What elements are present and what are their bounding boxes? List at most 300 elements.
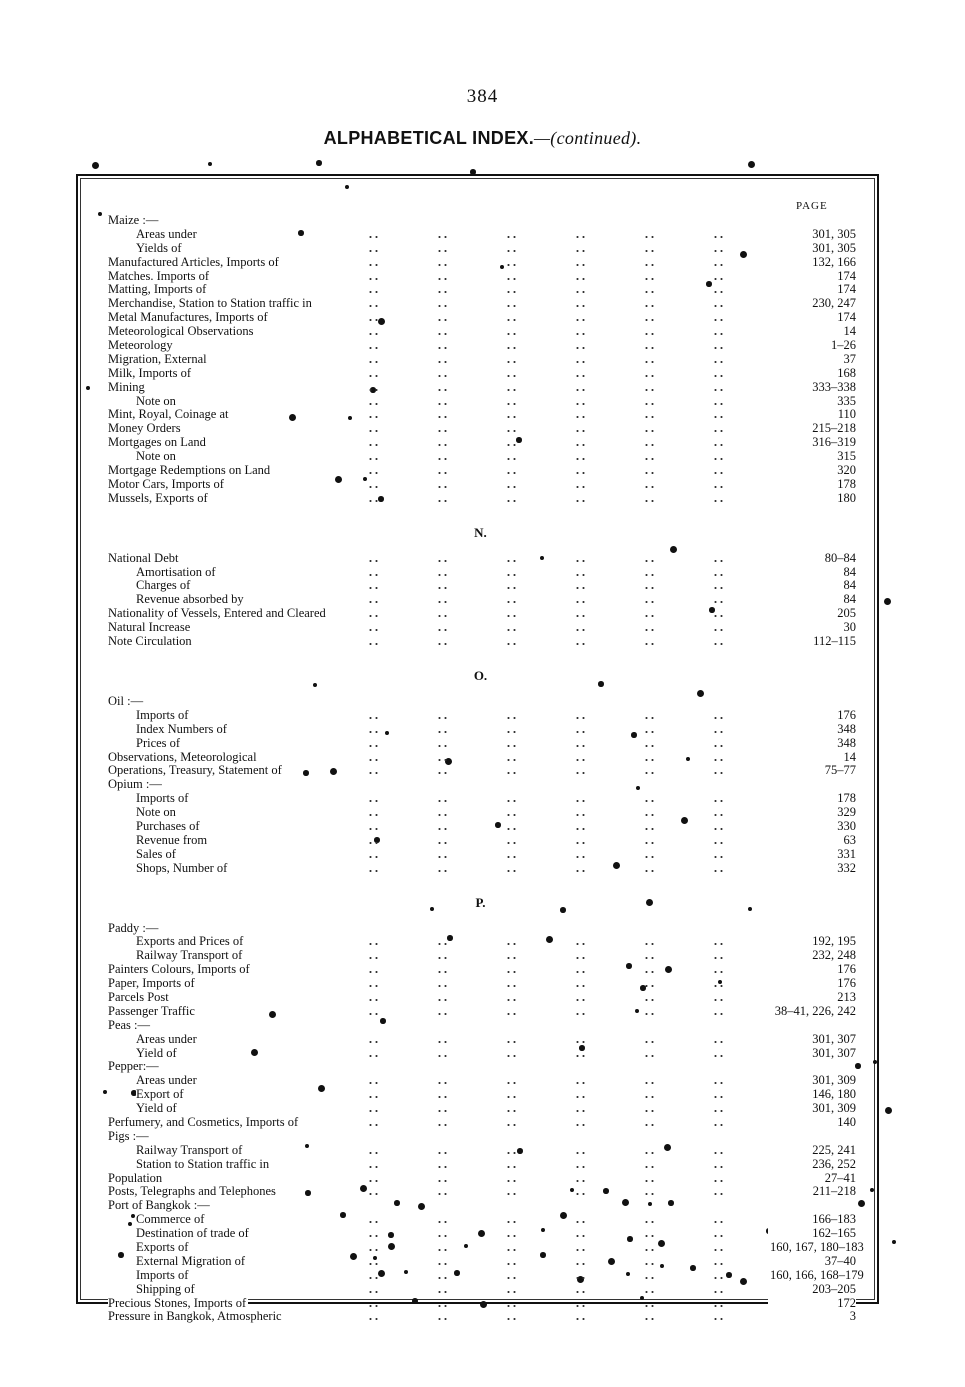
index-entry [108, 421, 856, 436]
index-entry [108, 1253, 856, 1269]
entry-page: 320 [768, 464, 856, 478]
ink-speck [646, 899, 653, 906]
entry-page: 14 [768, 325, 856, 339]
index-list [108, 213, 864, 1324]
entry-label: Mortgage Redemptions on Land [108, 463, 271, 478]
dot-leader [336, 256, 761, 270]
entry-page: 176 [768, 709, 856, 723]
dot-leader [336, 1102, 761, 1116]
entry-page: 172 [768, 1297, 856, 1311]
section-letter: P. [475, 894, 486, 910]
entry-label: Shops, Number of [136, 860, 228, 875]
entry-label: Natural Increase [108, 620, 191, 635]
index-entry [108, 763, 856, 778]
entry-label: Posts, Telegraphs and Telephones [108, 1184, 276, 1199]
index-entry [108, 1114, 856, 1130]
index-entry [108, 254, 856, 270]
index-entry [108, 818, 856, 834]
page-title [0, 128, 965, 149]
entry-label: Shipping of [136, 1281, 195, 1296]
index-entry [108, 490, 856, 506]
entry-label: Manufactured Articles, Imports of [108, 254, 279, 269]
dot-leader [336, 566, 761, 580]
dot-leader [336, 1047, 761, 1061]
entry-page: 30 [768, 621, 856, 635]
ink-speck [251, 1049, 258, 1056]
entry-page: 301, 307 [768, 1047, 856, 1061]
index-entry [108, 707, 856, 723]
index-entry [108, 365, 856, 381]
entry-label: Maize :— [108, 213, 159, 227]
entry-page: 203–205 [768, 1283, 856, 1297]
page-number: 384 [466, 86, 499, 107]
entry-label: Meteorology [108, 338, 173, 353]
dot-leader [336, 1088, 761, 1102]
index-entry [108, 463, 856, 478]
entry-label: Oil :— [108, 693, 144, 708]
dot-leader [336, 353, 761, 367]
dot-leader [336, 1310, 761, 1324]
index-entry [108, 1060, 853, 1074]
dot-leader [336, 464, 761, 478]
entry-label: Mint, Royal, Coinage at [108, 407, 229, 422]
entry-page: 301, 305 [768, 228, 856, 242]
dot-leader [336, 1144, 761, 1158]
entry-page: 1–26 [768, 339, 856, 353]
dot-leader [336, 297, 761, 311]
index-entry [108, 620, 856, 635]
ink-speck [470, 169, 476, 175]
entry-page: 132, 166 [768, 256, 856, 270]
index-entry [108, 1073, 856, 1088]
index-entry [108, 1101, 856, 1116]
entry-page: 176 [768, 963, 856, 977]
index-entry [108, 1184, 856, 1199]
dot-leader [336, 242, 761, 256]
entry-page: 110 [768, 408, 856, 422]
ink-speck [885, 1107, 892, 1114]
entry-label: Imports of [136, 1267, 189, 1282]
entry-label: Meteorological Observations [108, 324, 254, 339]
entry-page: 232, 248 [768, 949, 856, 963]
entry-page: 3 [768, 1310, 856, 1324]
entry-page: 178 [768, 478, 856, 492]
entry-page: 211–218 [768, 1185, 856, 1199]
index-entry [108, 435, 856, 450]
index-entry [108, 934, 856, 949]
entry-label: Paper, Imports of [108, 976, 195, 991]
entry-label: Exports of [136, 1240, 189, 1254]
ink-speck [98, 212, 102, 216]
dot-leader [336, 408, 761, 422]
ink-speck [103, 1090, 107, 1094]
dot-leader [336, 436, 761, 450]
entry-label: Note on [136, 805, 176, 820]
entry-page: 75–77 [768, 764, 856, 778]
index-entry [108, 1003, 856, 1019]
ink-speck [128, 1222, 132, 1226]
index-entry [108, 324, 856, 339]
entry-label: Matches. Imports of [108, 268, 210, 283]
entry-label: Purchases of [136, 818, 200, 833]
ink-speck [430, 907, 434, 911]
index-entry [108, 1130, 853, 1144]
index-entry [108, 379, 856, 395]
entry-page: 348 [768, 723, 856, 737]
entry-label: Imports of [136, 707, 189, 722]
entry-page: 192, 195 [768, 935, 856, 949]
index-entry [108, 1212, 856, 1227]
entry-page: 84 [768, 593, 856, 607]
index-entry [108, 778, 853, 792]
index-entry [108, 791, 856, 806]
dot-leader [336, 963, 761, 977]
entry-page: 176 [768, 977, 856, 991]
entry-page: 174 [768, 283, 856, 297]
entry-label: Railway Transport of [136, 1142, 243, 1157]
dot-leader [336, 450, 761, 464]
entry-page: 84 [768, 566, 856, 580]
entry-label: Merchandise, Station to Station traffic in [108, 296, 312, 311]
entry-label: Mussels, Exports of [108, 490, 208, 505]
index-entry [108, 226, 856, 242]
entry-label: Port of Bangkok :— [108, 1198, 210, 1213]
index-entry [108, 592, 856, 607]
dot-leader [336, 709, 761, 723]
entry-label: Imports of [136, 791, 189, 806]
entry-label: Matting, Imports of [108, 282, 207, 297]
entry-label: Passenger Traffic [108, 1003, 195, 1018]
ink-speck [305, 1144, 309, 1148]
ink-speck [748, 907, 752, 911]
index-entry [108, 721, 856, 737]
entry-label: Destination of trade of [136, 1226, 249, 1241]
entry-label: Paddy :— [108, 920, 159, 935]
entry-label: Exports and Prices of [136, 934, 244, 949]
entry-label: Sales of [136, 846, 176, 861]
dot-leader [336, 949, 761, 963]
entry-page: 205 [768, 607, 856, 621]
index-entry [108, 578, 856, 593]
entry-page: 213 [768, 991, 856, 1005]
dot-leader [336, 478, 761, 492]
dot-leader [336, 991, 761, 1005]
index-entry [108, 407, 856, 422]
index-entry [108, 922, 853, 936]
index-entry [108, 310, 856, 325]
dot-leader [336, 806, 761, 820]
dot-leader [336, 1283, 761, 1297]
index-entry [108, 1142, 856, 1158]
index-entry [108, 1087, 856, 1102]
ink-speck [269, 1011, 276, 1018]
entry-page: 37–40 [768, 1255, 856, 1269]
entry-label: Areas under [136, 226, 197, 241]
dot-leader [336, 607, 761, 621]
entry-label: Population [108, 1170, 163, 1185]
index-entry [108, 1295, 856, 1311]
entry-label: Revenue from [136, 832, 208, 847]
entry-page: 348 [768, 737, 856, 751]
entry-page: 230, 247 [768, 297, 856, 311]
ink-speck [345, 185, 349, 189]
index-entry [108, 564, 856, 580]
entry-page: 301, 309 [768, 1102, 856, 1116]
entry-page: 316–319 [768, 436, 856, 450]
entry-label: Areas under [136, 1073, 197, 1088]
entry-page: 162–165 [768, 1227, 856, 1241]
entry-label: Painters Colours, Imports of [108, 962, 250, 977]
title-main: ALPHABETICAL INDEX. [323, 128, 534, 148]
entry-label: Pressure in Bangkok, Atmospheric [108, 1309, 282, 1324]
entry-label: Opium :— [108, 777, 162, 792]
entry-label: Yield of [136, 1101, 177, 1116]
index-entry [108, 1019, 853, 1033]
dot-leader [336, 325, 761, 339]
dot-leader [336, 820, 761, 834]
entry-page: 112–115 [768, 635, 856, 649]
dot-leader [336, 367, 761, 381]
dot-leader [336, 792, 761, 806]
entry-page: 331 [768, 848, 856, 862]
entry-label: Mining [108, 379, 145, 394]
dot-leader [336, 552, 761, 566]
dot-leader [336, 283, 761, 297]
ink-speck [318, 1085, 325, 1092]
ink-speck [884, 598, 891, 605]
entry-label: Perfumery, and Cosmetics, Imports of [108, 1114, 299, 1129]
entry-label: Migration, External [108, 351, 207, 366]
entry-label: Note on [136, 449, 176, 464]
ink-speck [313, 683, 317, 687]
ink-speck [92, 162, 99, 169]
dot-leader [336, 1241, 761, 1255]
index-entry [108, 1240, 864, 1255]
dot-leader [336, 593, 761, 607]
dot-leader [336, 848, 761, 862]
entry-page: 330 [768, 820, 856, 834]
entry-page: 301, 305 [768, 242, 856, 256]
index-entry [108, 976, 856, 991]
index-entry [108, 1156, 856, 1172]
entry-label: Peas :— [108, 1017, 151, 1032]
index-entry [108, 860, 856, 876]
entry-page: 166–183 [768, 1213, 856, 1227]
entry-page: 329 [768, 806, 856, 820]
entry-label: Note on [136, 393, 176, 408]
entry-label: Precious Stones, Imports of [108, 1295, 247, 1310]
index-entry [108, 1309, 856, 1324]
entry-label: Pigs :— [108, 1128, 149, 1143]
entry-label: Metal Manufactures, Imports of [108, 310, 268, 325]
entry-page: 301, 309 [768, 1074, 856, 1088]
dot-leader [336, 1297, 761, 1311]
entry-label: Commerce of [136, 1212, 205, 1227]
dot-leader [336, 270, 761, 284]
ink-speck [303, 770, 309, 776]
entry-page: 63 [768, 834, 856, 848]
entry-page: 333–338 [768, 381, 856, 395]
entry-label: Export of [136, 1087, 184, 1102]
dot-leader [336, 579, 761, 593]
index-entry [108, 240, 856, 256]
index-entry [108, 989, 856, 1005]
entry-page: 335 [768, 395, 856, 409]
dot-leader [336, 1213, 761, 1227]
dot-leader [336, 395, 761, 409]
index-entry [108, 1170, 856, 1186]
index-entry [108, 1267, 864, 1283]
index-entry [108, 214, 853, 228]
entry-page: 38–41, 226, 242 [768, 1005, 856, 1019]
index-entry [108, 1226, 856, 1241]
entry-page: 301, 307 [768, 1033, 856, 1047]
dot-leader [336, 834, 761, 848]
dot-leader [336, 492, 761, 506]
entry-label: Amortisation of [136, 564, 216, 579]
dot-leader [336, 1227, 761, 1241]
entry-label: Yield of [136, 1045, 177, 1060]
dot-leader [336, 1005, 761, 1019]
ink-speck [560, 907, 566, 913]
dot-leader [336, 1185, 761, 1199]
dot-leader [336, 1033, 761, 1047]
index-entry [108, 282, 856, 297]
index-entry [108, 351, 856, 367]
ink-speck [668, 1200, 674, 1206]
index-entry [108, 846, 856, 862]
title-suffix: —(continued). [534, 128, 642, 148]
index-entry [108, 1031, 856, 1047]
dot-leader [336, 862, 761, 876]
index-entry [108, 268, 856, 284]
dot-leader [336, 1158, 761, 1172]
entry-label: Observations, Meteorological [108, 749, 257, 764]
entry-page: 225, 241 [768, 1144, 856, 1158]
entry-label: Revenue absorbed by [136, 592, 244, 607]
entry-label: Areas under [136, 1031, 197, 1046]
ink-speck [636, 786, 640, 790]
entry-label: Operations, Treasury, Statement of [108, 763, 282, 778]
dot-leader [336, 422, 761, 436]
ink-speck [208, 162, 212, 166]
entry-label: Nationality of Vessels, Entered and Cleared [108, 606, 326, 621]
index-entry [108, 634, 856, 649]
entry-label: Station to Station traffic in [136, 1156, 270, 1171]
ink-speck [380, 1018, 386, 1024]
index-entry [108, 338, 856, 353]
ink-speck [892, 1240, 896, 1244]
ink-speck [86, 386, 90, 390]
section-letter: O. [473, 667, 488, 683]
ink-speck [118, 1252, 124, 1258]
index-entry [108, 1199, 853, 1213]
index-entry [108, 606, 856, 621]
ink-speck [748, 161, 755, 168]
entry-page: 84 [768, 579, 856, 593]
index-entry [108, 962, 856, 977]
index-entry [108, 749, 856, 765]
dot-leader [336, 751, 761, 765]
dot-leader [336, 723, 761, 737]
entry-label: Pepper:— [108, 1059, 159, 1074]
entry-page: 140 [768, 1116, 856, 1130]
dot-leader [336, 935, 761, 949]
index-entry [108, 393, 856, 409]
dot-leader [336, 1269, 761, 1283]
entry-page: 146, 180 [768, 1088, 856, 1102]
ink-speck [873, 1060, 877, 1064]
index-entry [108, 1281, 856, 1297]
entry-label: Index Numbers of [136, 721, 227, 736]
dot-leader [336, 339, 761, 353]
ink-speck [622, 1199, 629, 1206]
dot-leader [336, 621, 761, 635]
entry-label: Charges of [136, 578, 191, 593]
index-entry [108, 805, 856, 820]
dot-leader [336, 977, 761, 991]
index-entry [108, 948, 856, 963]
index-entry [108, 832, 856, 848]
dot-leader [336, 1116, 761, 1130]
ink-speck [131, 1214, 135, 1218]
dot-leader [336, 1172, 761, 1186]
dot-leader [336, 311, 761, 325]
ink-speck [697, 690, 704, 697]
ink-speck [316, 160, 322, 166]
index-entry [108, 695, 853, 709]
entry-page: 315 [768, 450, 856, 464]
entry-label: Prices of [136, 735, 181, 750]
ink-speck [394, 1200, 400, 1206]
ink-speck [858, 1200, 865, 1207]
ink-speck [289, 414, 296, 421]
entry-page: 215–218 [768, 422, 856, 436]
entry-page: 160, 167, 180–183 [770, 1240, 864, 1254]
index-entry [108, 1045, 856, 1061]
dot-leader [336, 381, 761, 395]
entry-label: Yields of [136, 240, 182, 255]
dot-leader [336, 737, 761, 751]
section-letter: N. [474, 524, 487, 540]
entry-page: 178 [768, 792, 856, 806]
ink-speck [598, 681, 604, 687]
entry-page: 180 [768, 492, 856, 506]
entry-label: National Debt [108, 550, 179, 565]
index-entry [108, 296, 856, 311]
index-entry [108, 550, 856, 566]
dot-leader [336, 764, 761, 778]
entry-label: Railway Transport of [136, 948, 243, 963]
entry-label: Note Circulation [108, 634, 192, 649]
entry-label: Mortgages on Land [108, 435, 206, 450]
ink-speck [855, 1063, 861, 1069]
entry-page: 174 [768, 311, 856, 325]
dot-leader [336, 228, 761, 242]
ink-speck [648, 1202, 652, 1206]
entry-page: 174 [768, 270, 856, 284]
entry-page: 160, 166, 168–179 [770, 1267, 864, 1282]
ink-speck [870, 1188, 874, 1192]
dot-leader [336, 1255, 761, 1269]
ink-speck [305, 1190, 311, 1196]
dot-leader [336, 635, 761, 649]
ink-speck [298, 230, 304, 236]
entry-page: 236, 252 [768, 1158, 856, 1172]
ink-speck [418, 1203, 425, 1210]
entry-page: 80–84 [768, 552, 856, 566]
entry-page: 332 [768, 862, 856, 876]
